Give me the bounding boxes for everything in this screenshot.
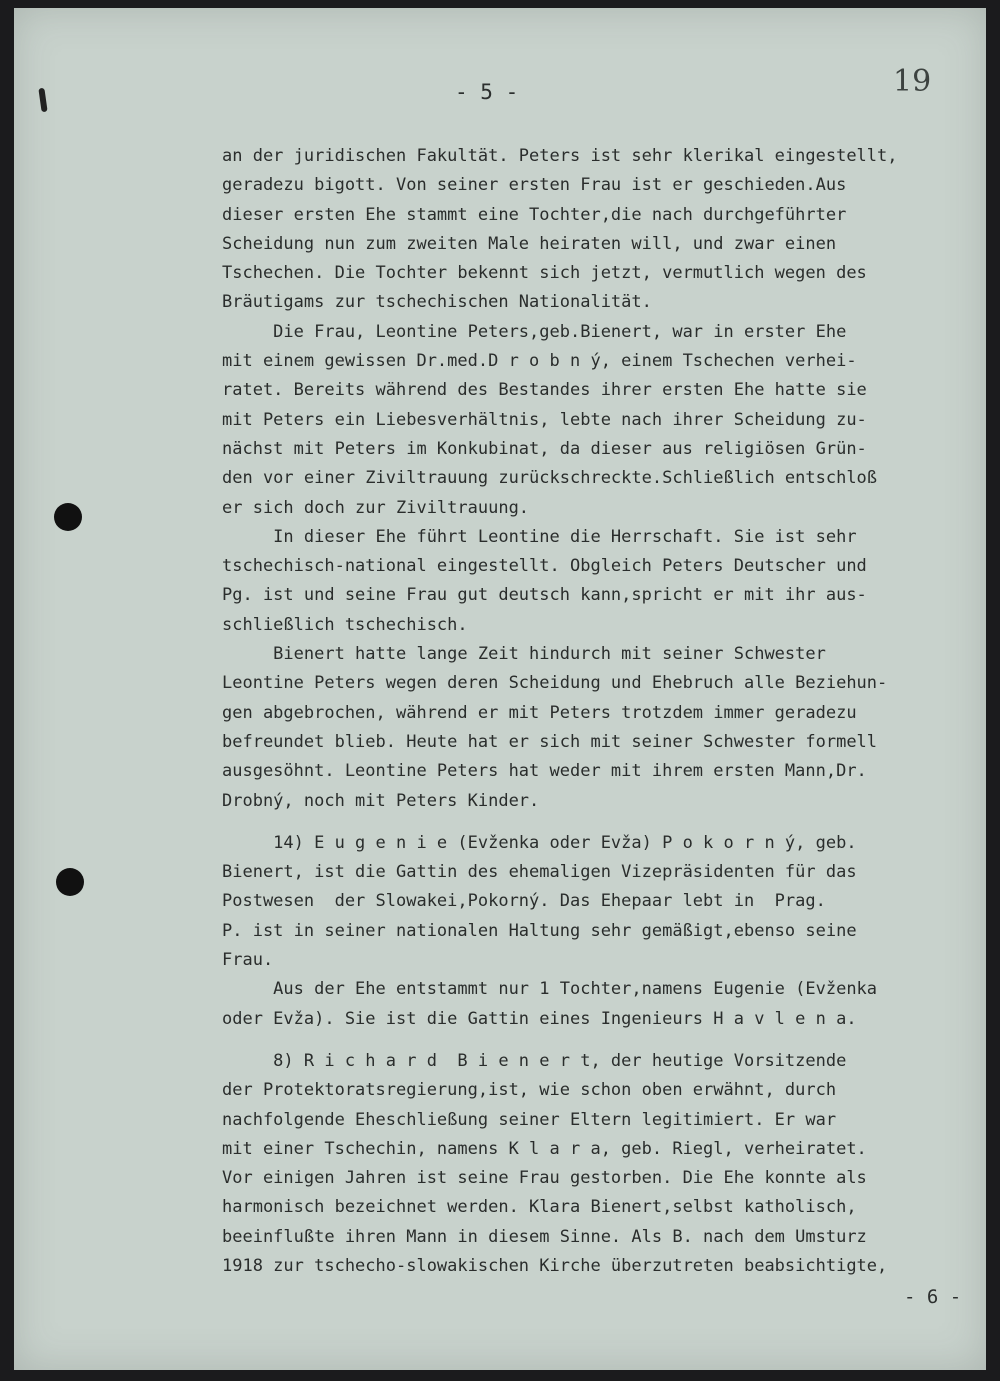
text-line: ausgesöhnt. Leontine Peters hat weder mit ihrem ersten Mann,Dr. — [222, 761, 867, 782]
paragraph — [222, 975, 982, 1034]
text-line: 1918 zur tschecho-slowakischen Kirche überzutreten beabsichtigte, — [222, 1255, 888, 1276]
text-line: harmonisch bezeichnet werden. Klara Bienert,selbst katholisch, — [222, 1197, 857, 1218]
text-line: gen abgebrochen, während er mit Peters trotzdem immer geradezu — [222, 702, 857, 723]
text-line: Bienert, ist die Gattin des ehemaligen Vizepräsidenten für das — [222, 862, 857, 883]
body-text — [222, 142, 982, 1281]
text-line: geradezu bigott. Von seiner ersten Frau ist er geschieden.Aus — [222, 175, 847, 196]
text-line: oder Evža). Sie ist die Gattin eines Ingenieurs H a v l e n a. — [222, 1008, 857, 1029]
paragraph — [222, 523, 982, 640]
paragraph-gap — [222, 816, 982, 829]
text-line: den vor einer Ziviltrauung zurückschreckte.Schließlich entschloß — [222, 468, 878, 489]
text-line: tschechisch-national eingestellt. Obgleich Peters Deutscher und — [222, 556, 867, 577]
text-line: an der juridischen Fakultät. Peters ist sehr klerikal eingestellt, — [222, 146, 898, 166]
text-line: 8) R i c h a r d B i e n e r t, der heutige Vorsitzende — [222, 1050, 847, 1071]
text-line: 14) E u g e n i e (Evženka oder Evža) P o k o r n ý, geb. — [222, 832, 857, 853]
text-line: nächst mit Peters im Konkubinat, da dieser aus religiösen Grün- — [222, 438, 867, 459]
paragraph — [222, 829, 982, 975]
paragraph-gap — [222, 1034, 982, 1047]
paragraph — [222, 1047, 982, 1281]
text-line: Leontine Peters wegen deren Scheidung und Ehebruch alle Beziehun- — [222, 673, 888, 694]
paragraph — [222, 142, 982, 318]
text-line: ratet. Bereits während des Bestandes ihrer ersten Ehe hatte sie — [222, 380, 867, 401]
punch-hole — [54, 503, 82, 531]
text-line: dieser ersten Ehe stammt eine Tochter,die nach durchgeführter — [222, 204, 847, 225]
folio-number: 19 — [893, 64, 932, 99]
text-line: schließlich tschechisch. — [222, 614, 468, 635]
text-line: Postwesen der Slowakei,Pokorný. Das Ehepaar lebt in Prag. — [222, 891, 826, 912]
text-line: In dieser Ehe führt Leontine die Herrschaft. Sie ist sehr — [222, 526, 857, 547]
text-line: befreundet blieb. Heute hat er sich mit seiner Schwester formell — [222, 731, 878, 752]
text-line: beeinflußte ihren Mann in diesem Sinne. Als B. nach dem Umsturz — [222, 1226, 867, 1247]
text-line: Pg. ist und seine Frau gut deutsch kann,spricht er mit ihr aus- — [222, 585, 867, 606]
text-line: Tschechen. Die Tochter bekennt sich jetzt, vermutlich wegen des — [222, 263, 867, 284]
text-line: Bienert hatte lange Zeit hindurch mit seiner Schwester — [222, 644, 826, 665]
punch-hole — [56, 868, 84, 896]
page-number: - 5 - — [455, 80, 519, 104]
next-page-marker: - 6 - — [904, 1286, 962, 1308]
text-line: Vor einigen Jahren ist seine Frau gestorben. Die Ehe konnte als — [222, 1168, 867, 1189]
text-line: Die Frau, Leontine Peters,geb.Bienert, war in erster Ehe — [222, 321, 847, 342]
text-line: Frau. — [222, 950, 274, 971]
text-line: er sich doch zur Ziviltrauung. — [222, 497, 530, 518]
text-line: Scheidung nun zum zweiten Male heiraten will, und zwar einen — [222, 233, 837, 254]
text-line: Drobný, noch mit Peters Kinder. — [222, 790, 540, 811]
text-line: der Protektoratsregierung,ist, wie schon oben erwähnt, durch — [222, 1080, 837, 1101]
text-line: mit einer Tschechin, namens K l a r a, geb. Riegl, verheiratet. — [222, 1138, 867, 1159]
text-line: Bräutigams zur tschechischen Nationalität. — [222, 292, 652, 313]
text-line: Aus der Ehe entstammt nur 1 Tochter,namens Eugenie (Evženka — [222, 979, 878, 1000]
paragraph — [222, 318, 982, 523]
text-line: mit einem gewissen Dr.med.D r o b n ý, einem Tschechen verhei- — [222, 351, 857, 372]
paragraph — [222, 640, 982, 816]
text-line: P. ist in seiner nationalen Haltung sehr gemäßigt,ebenso seine — [222, 920, 857, 941]
text-line: mit Peters ein Liebesverhältnis, lebte nach ihrer Scheidung zu- — [222, 409, 867, 430]
text-line: nachfolgende Eheschließung seiner Eltern legitimiert. Er war — [222, 1109, 837, 1130]
